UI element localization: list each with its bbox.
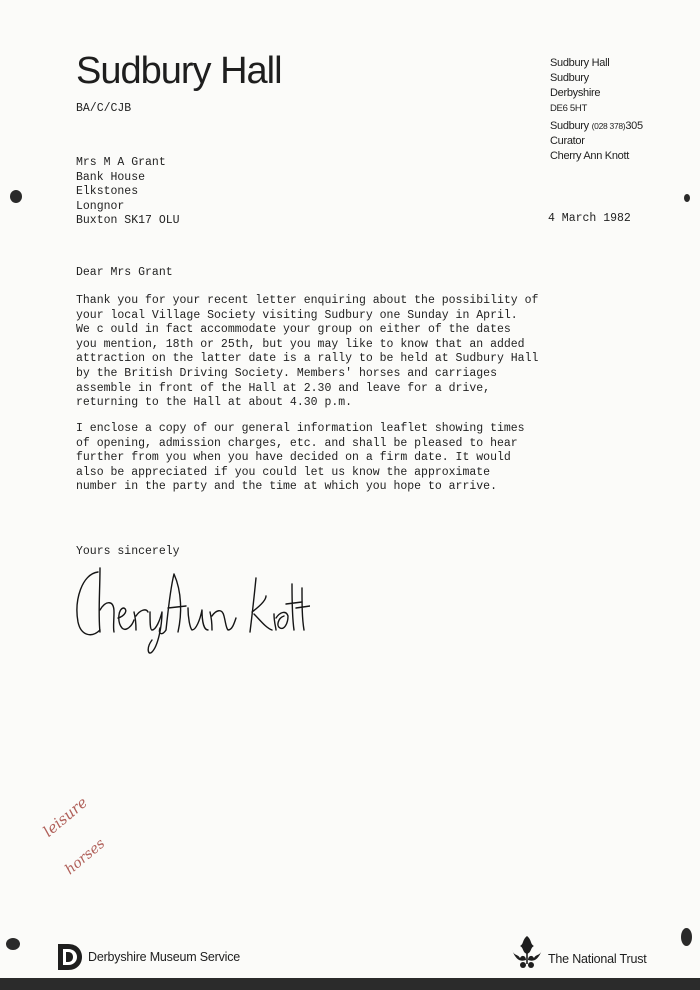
- reference-code: BA/C/CJB: [76, 102, 132, 115]
- sender-telephone: [550, 119, 643, 134]
- sender-address-block: [550, 56, 643, 164]
- margin-note-word-1: leisure: [39, 793, 91, 841]
- paragraph-2-line: of opening, admission charges, etc. and shall be pleased to hear: [76, 436, 518, 450]
- paragraph-1-line: by the British Driving Society. Members' horses and carriages: [76, 366, 497, 380]
- recipient-line-5: Buxton SK17 OLU: [76, 214, 180, 227]
- sender-address-line-3: Derbyshire: [550, 87, 601, 99]
- telephone-exchange: Sudbury: [550, 120, 589, 132]
- pencil-margin-note: [30, 790, 130, 890]
- letterhead-title: Sudbury Hall: [76, 50, 282, 92]
- paragraph-1-line: assemble in front of the Hall at 2.30 and leave for a drive,: [76, 381, 491, 395]
- sender-address-line-2: Sudbury: [550, 72, 589, 84]
- scan-bottom-edge: [0, 978, 700, 990]
- oak-leaf-logo-icon: [508, 934, 546, 970]
- punch-hole-mark: [10, 190, 22, 203]
- paragraph-1-line: you mention, 18th or 25th, but you may like to know that an added: [76, 337, 525, 351]
- telephone-number: 305: [625, 120, 643, 132]
- paragraph-2-line: further from you when you have decided on a firm date. It would: [76, 451, 511, 465]
- punch-hole-mark: [681, 928, 692, 946]
- telephone-code: (028 378): [591, 121, 626, 131]
- curator-title: Curator: [550, 135, 585, 147]
- sender-postcode: DE6 5HT: [550, 103, 587, 114]
- salutation: Dear Mrs Grant: [76, 266, 173, 279]
- paragraph-2-line: also be appreciated if you could let us know the approximate: [76, 465, 491, 479]
- recipient-address: [76, 156, 180, 229]
- paragraph-2-line: I enclose a copy of our general information leaflet showing times: [76, 422, 525, 435]
- punch-hole-mark: [6, 938, 20, 950]
- margin-note-word-2: horses: [62, 835, 109, 879]
- paragraph-1-line: We c ould in fact accommodate your group on either of the dates: [76, 323, 511, 337]
- paragraph-1-line: attraction on the latter date is a rally to be held at Sudbury Hall: [76, 352, 539, 366]
- footer-national-trust: [508, 934, 647, 970]
- recipient-line-4: Longnor: [76, 199, 125, 213]
- derbyshire-d-logo-icon: [56, 942, 84, 972]
- footer-left-label: Derbyshire Museum Service: [88, 950, 240, 964]
- paragraph-1-line: returning to the Hall at about 4.30 p.m.: [76, 396, 353, 410]
- footer-right-label: The National Trust: [548, 952, 647, 966]
- closing: Yours sincerely: [76, 545, 180, 558]
- body-paragraph-2: [76, 422, 525, 495]
- recipient-line-3: Elkstones: [76, 185, 139, 198]
- recipient-line-2: Bank House: [76, 170, 146, 184]
- body-paragraph-1: [76, 294, 538, 411]
- paragraph-1-line: your local Village Society visiting Sudbury one Sunday in April.: [76, 308, 518, 322]
- paragraph-2-line: number in the party and the time at which you hope to arrive.: [76, 480, 497, 494]
- sender-address-line-1: Sudbury Hall: [550, 57, 610, 69]
- paragraph-1-line: Thank you for your recent letter enquiring about the possibility of: [76, 294, 539, 307]
- punch-hole-mark: [684, 194, 690, 202]
- footer-derbyshire-museum-service: [56, 942, 240, 972]
- handwritten-signature: [70, 560, 310, 660]
- curator-name: Cherry Ann Knott: [550, 150, 629, 162]
- recipient-line-1: Mrs M A Grant: [76, 156, 166, 169]
- letter-date: 4 March 1982: [548, 212, 631, 225]
